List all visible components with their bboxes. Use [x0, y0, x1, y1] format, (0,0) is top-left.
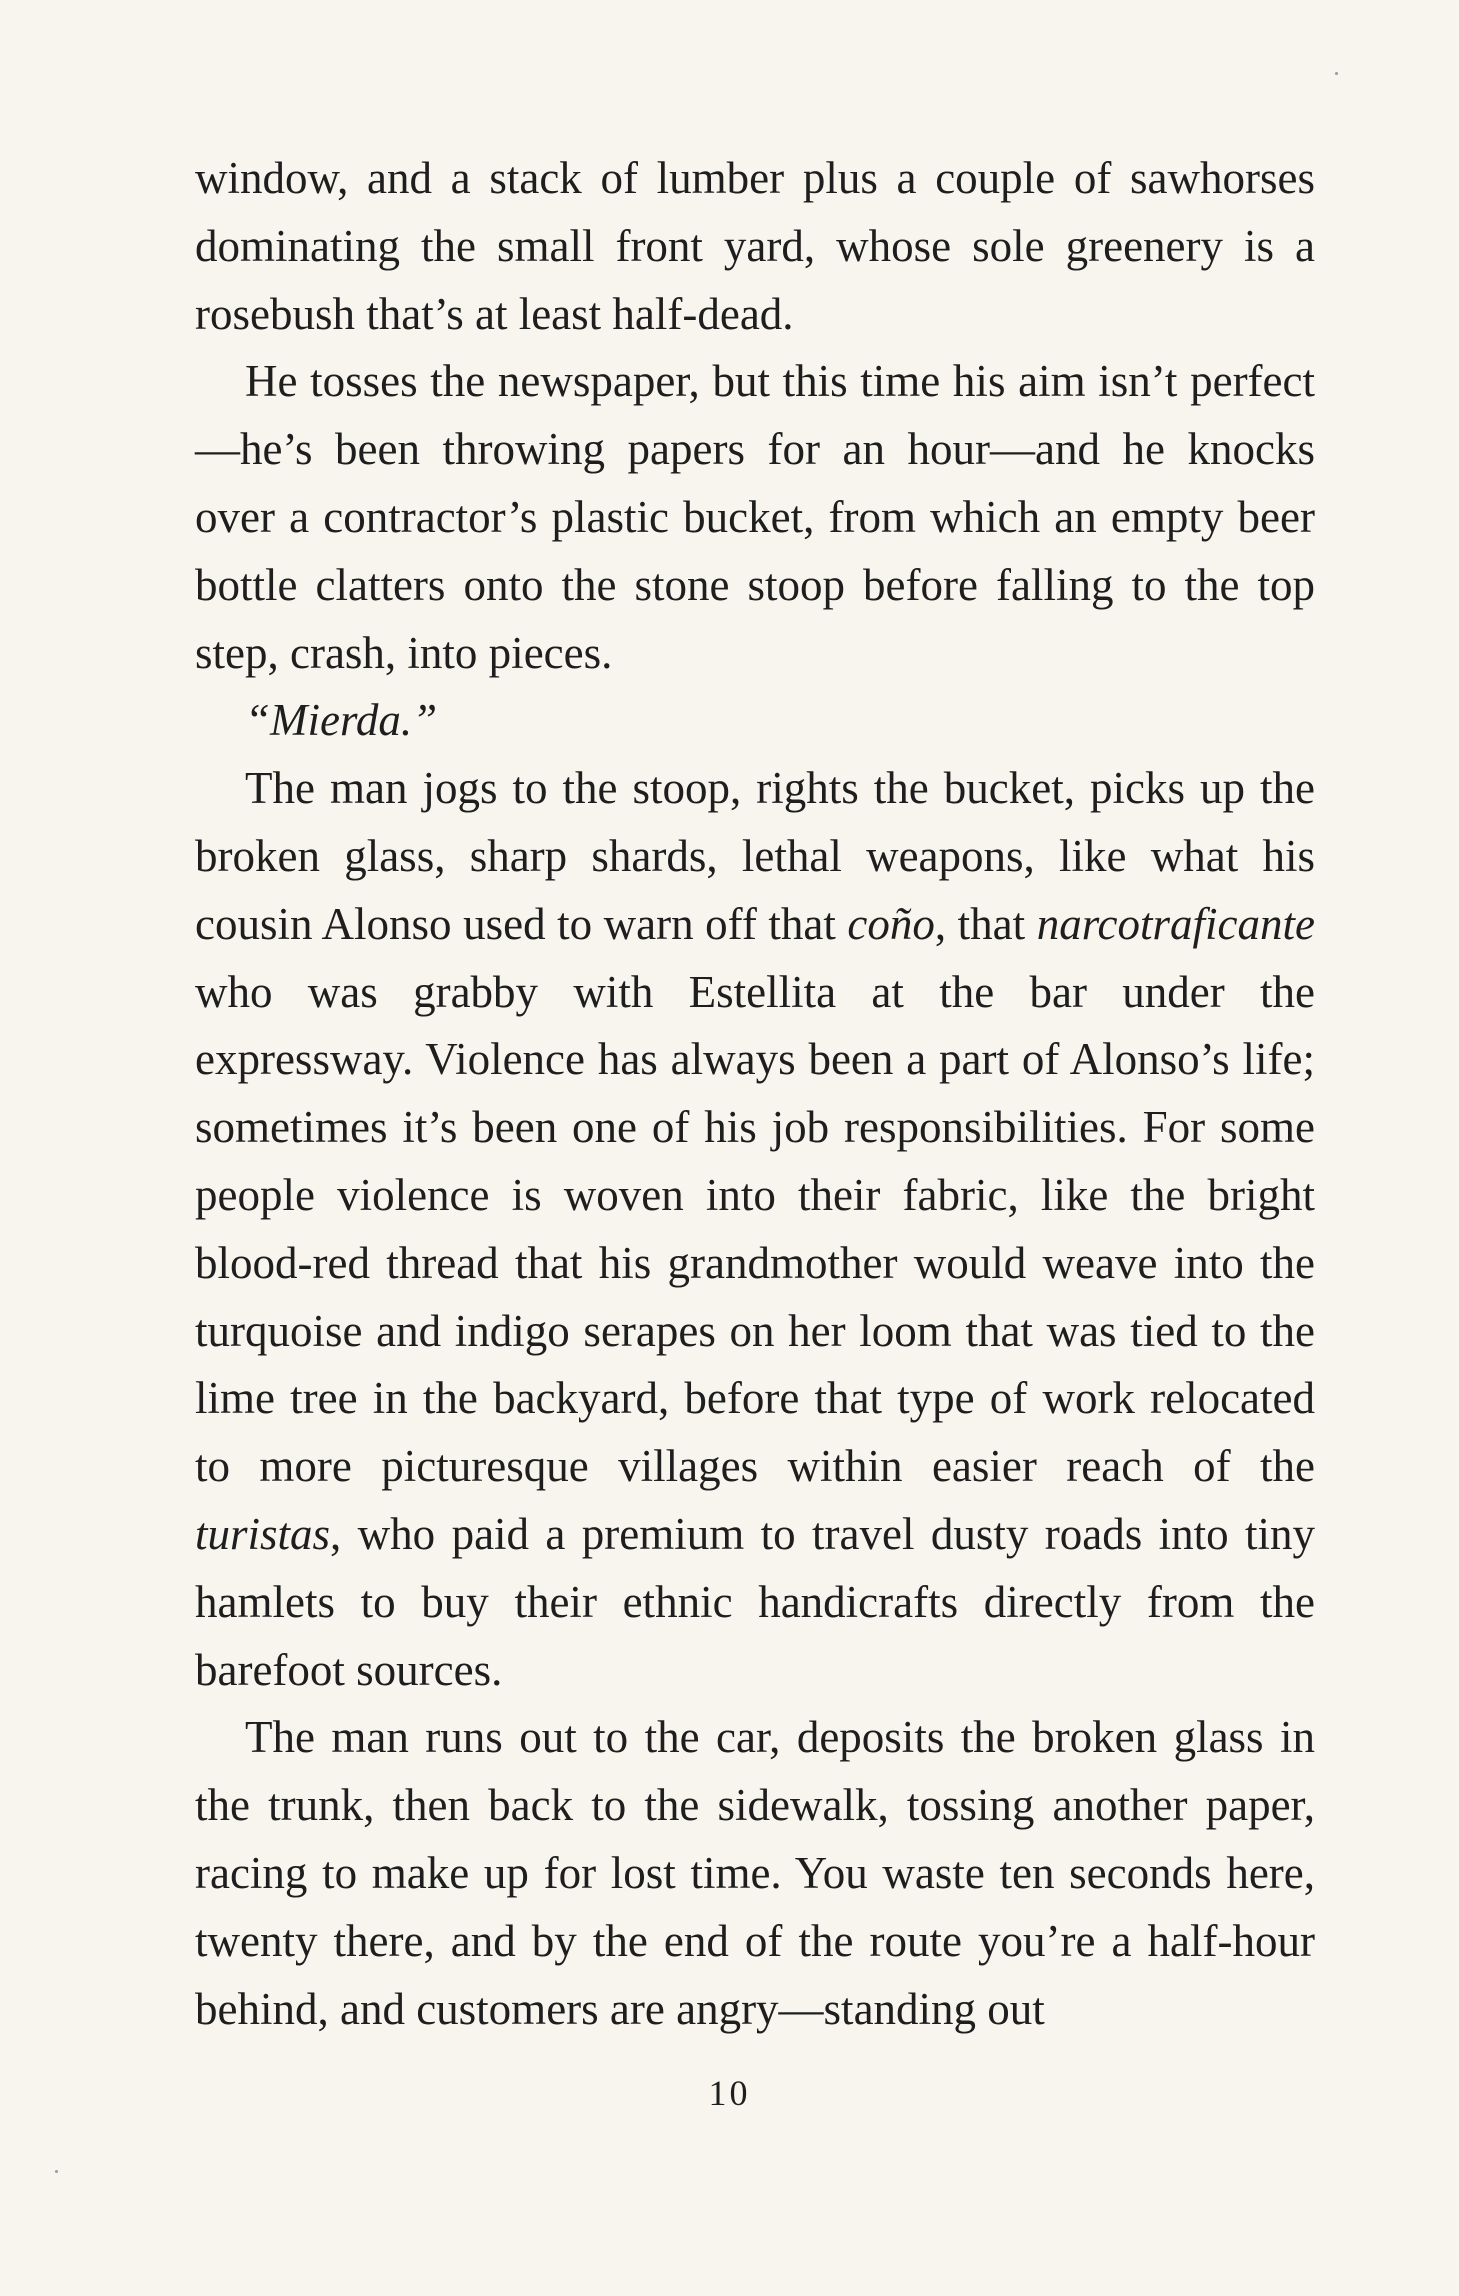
- scan-speck: [55, 2170, 58, 2173]
- paragraph: [195, 145, 1315, 348]
- text-run: who was grabby with Estellita at the bar under the expressway. Violence has always been a part of Alonso’s life; sometimes it’s been one of his job responsibilities. For some people violence is woven into their fabric, like the bright blood-red thread that his grandmother would weave into the turquoise and indigo serapes on her loom that was tied to the lime tree in the backyard, before that type of work relocated to more picturesque villages within easier reach of the: [195, 966, 1315, 1492]
- text-run: He tosses the newspaper, but this time his aim isn’t perfect—he’s been throwing papers for an hour—and he knocks over a contractor’s plastic bucket, from which an empty beer bottle clatters onto the stone stoop before falling to the top step, crash, into pieces.: [195, 356, 1315, 678]
- paragraph: [195, 348, 1315, 687]
- italic-text: turistas: [195, 1508, 331, 1559]
- text-run: , who paid a premium to travel dusty roads into tiny hamlets to buy their ethnic handicrafts directly from the barefoot sources.: [195, 1508, 1315, 1695]
- text-run: The man runs out to the car, deposits the broken glass in the trunk, then back to the sidewalk, tossing another paper, racing to make up for lost time. You waste ten seconds here, twenty there, and by the end of the route you’re a half-hour behind, and customers are angry—standing out: [195, 1712, 1315, 2034]
- italic-text: coño: [847, 898, 935, 949]
- scan-speck: [1335, 72, 1338, 75]
- paragraph: [195, 755, 1315, 1704]
- paragraph: [195, 687, 1315, 755]
- paragraph: [195, 1704, 1315, 2043]
- page-number: 10: [708, 2073, 751, 2113]
- italic-text: “Mierda.”: [245, 695, 438, 746]
- text-run: window, and a stack of lumber plus a couple of sawhorses dominating the small front yard, whose sole greenery is a rosebush that’s at least half-dead.: [195, 153, 1315, 339]
- italic-text: narcotraficante: [1036, 898, 1315, 949]
- text-run: , that: [934, 898, 1037, 949]
- text-run: The man jogs to the stoop, rights the bucket, picks up the broken glass, sharp shards, lethal weapons, like what his cousin Alonso used to warn off that: [195, 763, 1315, 949]
- body-text: [195, 145, 1315, 2043]
